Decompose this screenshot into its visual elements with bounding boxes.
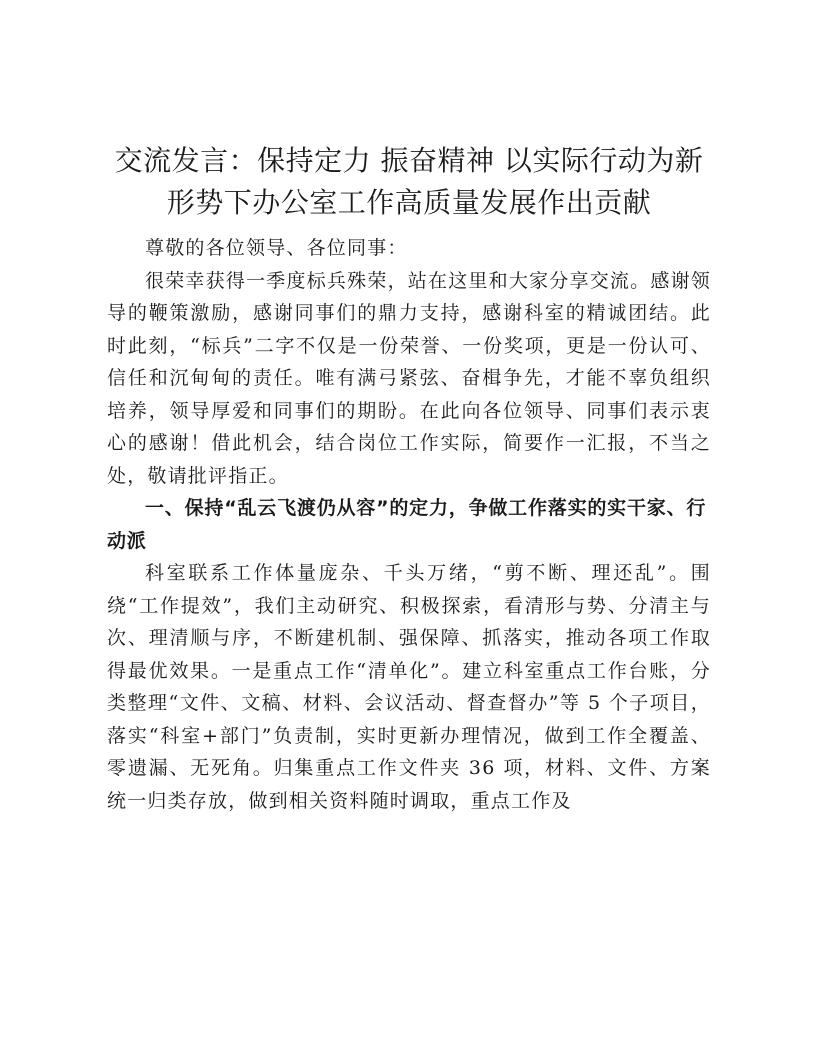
- document-page: [107, 140, 711, 817]
- intro-paragraph: 很荣幸获得一季度标兵殊荣，站在这里和大家分享交流。感谢领导的鞭策激励，感谢同事们的鼎力支持，感谢科室的精诚团结。此时此刻，“标兵”二字不仅是一份荣誉、一份奖项，更是一份认可、信任和沉甸甸的责任。唯有满弓紧弦、奋楫争先，才能不辜负组织培养，领导厚爱和同事们的期盼。在此向各位领导、同事们表示衷心的感谢！借此机会，结合岗位工作实际，简要作一汇报，不当之处，敬请批评指正。: [107, 269, 711, 487]
- body-paragraph: 科室联系工作体量庞杂、千头万绪，“剪不断、理还乱”。围绕“工作提效”，我们主动研究、积极探索，看清形与势、分清主与次、理清顺与序，不断建机制、强保障、抓落实，推动各项工作取得最优效果。一是重点工作“清单化”。建立科室重点工作台账，分类整理“文件、文稿、材料、会议活动、督查督办”等 5 个子项目，落实“科室+部门”负责制，实时更新办理情况，做到工作全覆盖、零遗漏、无死角。归集重点工作文件夹 36 项，材料、文件、方案统一归类存放，做到相关资料随时调取，重点工作及: [107, 562, 711, 812]
- title-line-2: 形势下办公室工作高质量发展作出贡献: [166, 186, 652, 219]
- title-line-1: 交流发言：保持定力 振奋精神 以实际行动为新: [114, 144, 704, 177]
- section-heading: 一、保持“乱云飞渡仍从容”的定力，争做工作落实的实干家、行动派: [107, 497, 707, 552]
- document-title: [107, 140, 711, 224]
- salutation: 尊敬的各位领导、各位同事：: [145, 237, 408, 259]
